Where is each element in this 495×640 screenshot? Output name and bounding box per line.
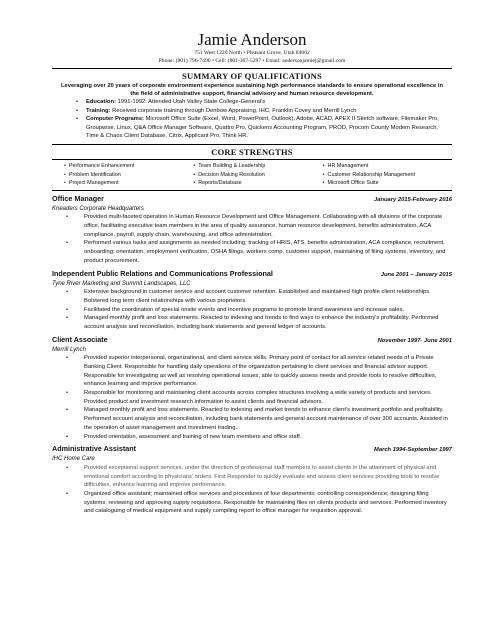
list-item: • Reports/Database: [193, 179, 322, 188]
list-item: • Facilitated the coordination of special onsite events and incentive programs to promote brand awareness and increase sales.: [66, 306, 404, 313]
list-item: • Provided orientation, assessment and training of new team members and office staff.: [66, 433, 302, 440]
list-item: • HR Management: [323, 162, 452, 171]
contact-line: Phone: (801) 796-7490 • Cell: (801-367-5297 • Email: andersonjamiej@gmail.com: [158, 58, 346, 64]
list-item: • Performed various tasks and assignments as needed including; tracking of HRIS, ATS, benefits administration, ACA compliance, recruitment, onboarding; orientation, employment verification, OSHA filings, workers comp, customer support, maintaining of filing systems, inventory, and product procurement.: [66, 240, 446, 264]
strengths-column-2: [193, 162, 322, 188]
job-dates: November 1997- June 2001: [377, 337, 452, 344]
list-item: • Education: 1991-1992: Attended Utah Valley State College-General's: [76, 99, 266, 105]
job-title: Administrative Assistant: [52, 444, 137, 454]
bullet-icon: •: [66, 315, 69, 322]
divider: [52, 190, 452, 191]
job-dates: January 2015-February 2016: [374, 196, 452, 203]
job-client-associate: [52, 335, 452, 442]
list-item: • Training: Received corporate training through Denbow Appraising, IHC, Franklin Covey and Merrill Lynch: [76, 107, 357, 114]
list-item: • Problem Identification: [64, 171, 193, 180]
list-item: • Computer Programs: Microsoft Office Suite (Excel, Word, PowerPoint, Outlook), Adobe, ACAD, APEX II Sketch software, Filemaker Pro, Groupwise, Linux, Q&A Office Manager Software, Quattro Pro, Quickens Accounting Program, PROD, Procom County Modem Research, Time & Chaos Client Database, Citrix, Applicant Pro, Think HR.: [76, 116, 439, 140]
bullet-icon: •: [66, 240, 69, 247]
bullet-icon: •: [76, 99, 79, 105]
candidate-name: Jamie Anderson: [197, 30, 307, 49]
job-public-relations: [52, 269, 452, 332]
strengths-column-3: [323, 162, 452, 188]
resume-page: [52, 30, 452, 516]
list-item: • Managed monthly profit and loss statements. Reacted to indexing and trends to find ways to enhance the industry's profitability. Performed account analysis and reconciliation, including bank statements and general ledger of accounts.: [66, 315, 439, 330]
list-item: • Provided multi-faceted operation in Human Resource Development and Office Management. Collaborating with all divisions of the corporate office, facilitating executive team members in the area of quality assurance, human resource development, benefits administration, ACA compliance, payroll, supply chain, warehousing, and office administration.: [66, 214, 443, 238]
bullet-icon: •: [66, 407, 69, 414]
strengths-heading: CORE STRENGTHS: [211, 146, 293, 157]
job-administrative-assistant: [52, 444, 452, 516]
bullet-icon: •: [66, 306, 69, 313]
bullet-icon: •: [66, 433, 69, 440]
list-item: • Provided superior interpersonal, organizational, and client service skills. Primary point of contact for all service related needs of a Private Banking Client. Responsible for handling daily operations of the organization pertaining to client services and financial advisor support. Responsible for investigating as well as resolving operational issues; able to quickly assess needs and provide tools to resolve difficulties, enhance learning and improve performance.: [66, 355, 437, 388]
bullet-icon: •: [66, 355, 69, 362]
address-line: 751 West 1220 North • Pleasant Grove, Utah 84062: [194, 50, 310, 56]
bullet-icon: •: [66, 390, 69, 397]
list-item: • Managed monthly profit and loss statements. Reacted to indexing and market trends to enhance client's investment portfolio and profitability. Performed account analysis and reconciliation, including bank statements and general account maintenance of over 300 accounts. Assisted in the operation of asset management and investment trading.: [66, 407, 448, 431]
list-item: • Customer Relationship Management: [323, 171, 452, 180]
divider: [52, 159, 452, 160]
list-item: • Extensive background in customer service and account customer retention. Established and maintained high profile client relationships. Bolstered long term client relationships with various proprietors.: [66, 289, 431, 304]
strengths-column-1: [64, 162, 193, 188]
bullet-icon: •: [66, 289, 69, 296]
job-title: Independent Public Relations and Communications Professional: [52, 268, 273, 278]
bullet-icon: •: [76, 107, 79, 114]
qualifications-list: [52, 98, 452, 141]
bullet-icon: •: [66, 214, 69, 221]
company-name: IHC Home Care: [52, 456, 95, 463]
bullet-icon: •: [66, 491, 69, 497]
list-item: • Organized office assistant; maintained office services and procedures of four departments; controlling correspondence; designing filing systems; reviewing and approving supply requisitions. Responsible for maintaining files on clients products and services. Performed inventory and cataloguing of medical equipment and supply compiling report to office manager for requisition approval.: [66, 491, 447, 515]
list-item: • Project Management: [64, 179, 193, 188]
list-item: • Team Building & Leadership: [193, 162, 322, 171]
job-dates: June 2001 – January 2015: [380, 271, 452, 278]
list-item: • Microsoft Office Suite: [323, 179, 452, 188]
list-item: • Performance Enhancement: [64, 162, 193, 171]
company-name: Kneaders Corporate Headquarters: [52, 205, 145, 212]
divider: [52, 144, 452, 145]
job-title: Office Manager: [52, 193, 104, 203]
summary-heading: SUMMARY OF QUALIFICATIONS: [182, 71, 322, 81]
job-title: Client Associate: [52, 334, 108, 344]
divider: [52, 68, 452, 69]
company-name: Merrill Lynch: [52, 346, 86, 353]
job-dates: March 1994-September 1997: [374, 447, 452, 454]
list-item: • Provided exceptional support services, under the direction of professional staff members to assist clients in the attainment of physical and emotional comfort according to physicians' orders. First Responder to quickly evaluate and assess client services providing tools to resolve difficulties, enhance learning and improve performance.: [66, 464, 440, 489]
company-name: Tyne River Marketing and Summit Landscapes, LLC: [52, 280, 191, 287]
summary-text: Leveraging over 20 years of corporate environment experience sustaining high performance standards to ensure operational excellence in the field of administrative support, financial advisory and human resource development.: [60, 83, 444, 97]
bullet-icon: •: [66, 464, 69, 471]
job-office-manager: [52, 194, 452, 266]
list-item: • Responsible for monitoring and maintaining client accounts across complex structures involving a wide variety of products and services. Provided product and investment research information to assist clients and financial advisors.: [66, 390, 432, 405]
list-item: • Decision Making Resolution: [193, 171, 322, 180]
strengths-grid: [52, 162, 452, 188]
bullet-icon: •: [76, 116, 79, 123]
